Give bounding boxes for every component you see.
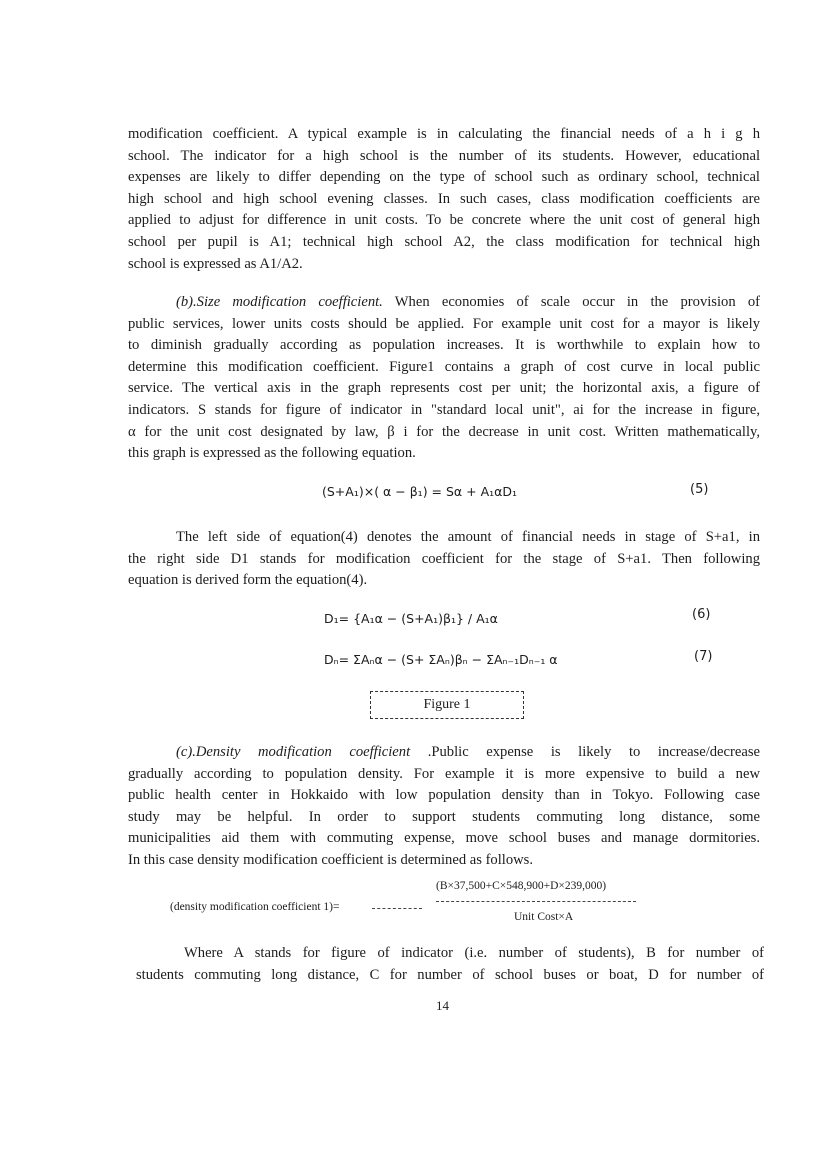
formula-label: (density modification coefficient 1)= — [170, 901, 340, 913]
text-line: In this case density modification coefficient is determined as follows. — [128, 851, 534, 868]
section-heading: (b).Size modification coefficient. — [176, 294, 383, 310]
paragraph-where — [136, 943, 764, 986]
text-line: expenses are likely to differ depending on the type of school such as ordinary school, technical — [128, 169, 760, 186]
text-line: determine this modification coefficient. Figure1 contains a graph of cost curve in local public — [128, 358, 760, 375]
equation-number: (7) — [694, 649, 713, 664]
text-line: α for the unit cost designated by law, β i for the decrease in unit cost. Written mathematically, — [128, 423, 760, 440]
equation-number: (5) — [690, 482, 709, 497]
formula-numerator: (B×37,500+C×548,900+D×239,000) — [436, 880, 607, 892]
text-line: this graph is expressed as the following equation. — [128, 445, 416, 462]
text-line: public services, lower units costs should be applied. For example unit cost for a mayor is likely — [128, 315, 760, 332]
text-line: school is expressed as A1/A2. — [128, 255, 303, 272]
text-line: gradually according to population density. For example it is more expensive to build a new — [128, 765, 760, 782]
text-line — [128, 292, 760, 314]
text-line: municipalities aid them with commuting expense, move school buses and manage dormitories. — [128, 830, 760, 847]
page-number: 14 — [436, 998, 449, 1013]
text-line: high school and high school evening classes. In such cases, class modification coefficients are — [128, 190, 760, 207]
paragraph-size-modification — [128, 292, 760, 465]
text-line: the right side D1 stands for modification coefficient for the stage of S+a1. Then following — [128, 550, 760, 567]
formula-divider — [372, 908, 422, 909]
text-line: school. The indicator for a high school is the number of its students. However, educational — [128, 147, 760, 164]
text-line: school per pupil is A1; technical high school A2, the class modification for technical high — [128, 233, 760, 250]
text-line: Where A stands for figure of indicator (i.e. number of students), B for number of — [184, 945, 764, 961]
text-fragment: When economies of scale occur in the provision of — [382, 294, 761, 310]
formula-divider — [436, 901, 636, 902]
equation-5: (S+A₁)×( α − β₁) = Sα + A₁αD₁ — [322, 484, 518, 499]
text-line: to diminish gradually according as population increases. It is worthwhile to explain how to — [128, 337, 760, 354]
paragraph-class-modification — [128, 124, 760, 275]
figure-label: Figure 1 — [370, 691, 524, 719]
equation-number: (6) — [692, 607, 711, 622]
section-heading: (c).Density modification coefficient — [176, 744, 411, 760]
text-line: The left side of equation(4) denotes the amount of financial needs in stage of S+a1, in — [176, 529, 760, 545]
text-line: applied to adjust for difference in unit costs. To be concrete where the unit cost of general high — [128, 212, 760, 229]
equation-6: D₁= {A₁α − (S+A₁)β₁} / A₁α — [324, 611, 498, 626]
text-line: service. The vertical axis in the graph represents cost per unit; the horizontal axis, a figure of — [128, 380, 760, 397]
text-line: public health center in Hokkaido with low population density than in Tokyo. Following case — [128, 787, 760, 804]
formula-denominator: Unit Cost×A — [514, 911, 574, 923]
equation-7: Dₙ= ΣAₙα − (S+ ΣAₙ)βₙ − ΣAₙ₋₁Dₙ₋₁ α — [324, 652, 558, 667]
text-line: indicators. S stands for figure of indicator in "standard local unit", ai for the increase in figure, — [128, 401, 760, 418]
paragraph-density-modification — [128, 742, 760, 872]
text-line: equation is derived form the equation(4). — [128, 572, 368, 589]
text-fragment: .Public expense is likely to increase/decrease — [410, 744, 760, 760]
text-line: study may be helpful. In order to support students commuting long distance, some — [128, 808, 760, 825]
paragraph-equation-explanation — [128, 527, 760, 592]
text-line — [128, 742, 760, 764]
text-line: modification coefficient. A typical example is in calculating the financial needs of a h i g h — [128, 126, 760, 142]
text-line: students commuting long distance, C for number of school buses or boat, D for number of — [136, 966, 764, 983]
